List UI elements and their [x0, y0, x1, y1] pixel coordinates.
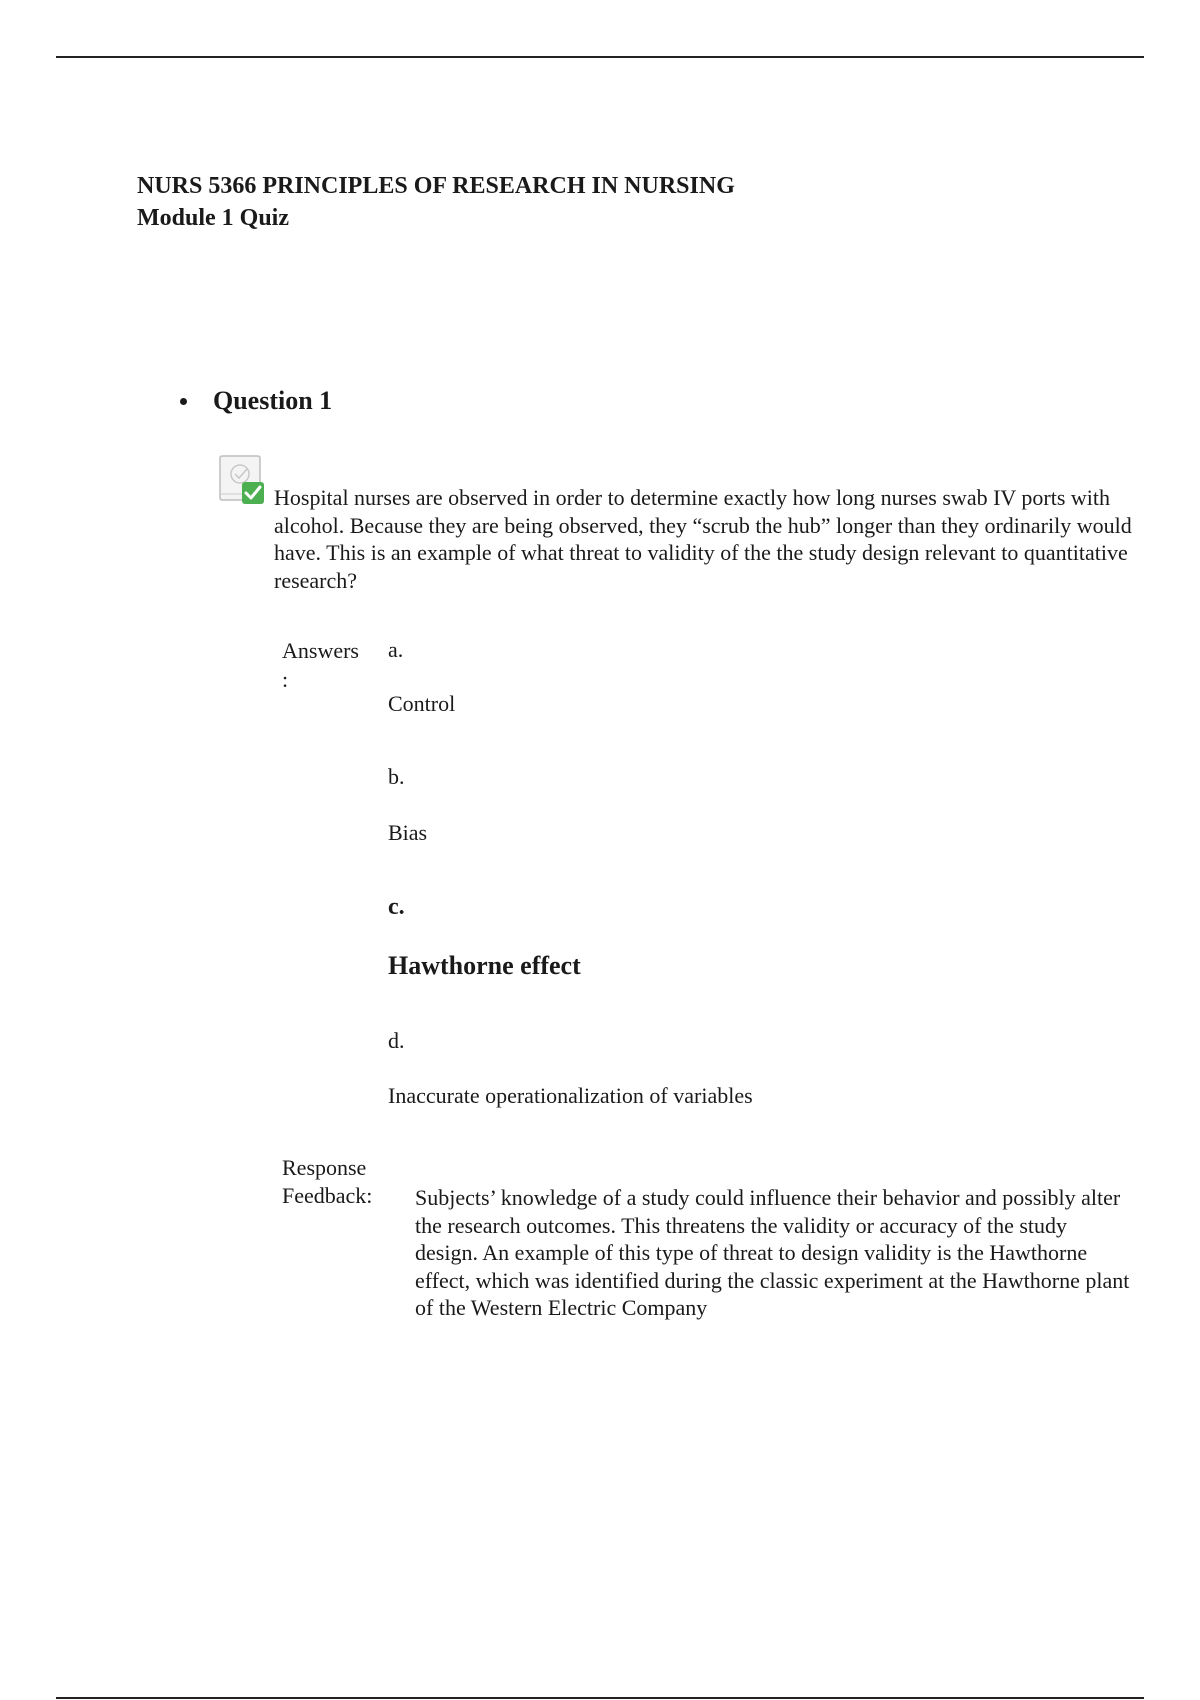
response-feedback-text: Subjects’ knowledge of a study could influence their behavior and possibly alter the research outcomes. This threatens the validity or accuracy of the study design. An example of this type of threat to design validity is the Hawthorne effect, which was identified during the classic experiment at the Hawthorne plant of the Western Electric Company [415, 1185, 1130, 1320]
response-feedback-label: Response Feedback: [282, 1155, 373, 1208]
course-title: NURS 5366 PRINCIPLES OF RESEARCH IN NURSING [137, 173, 735, 199]
question-label: Question 1 [213, 386, 333, 415]
option-a-letter: a. [388, 637, 404, 662]
question-prompt: Hospital nurses are observed in order to determine exactly how long nurses swab IV ports with alcohol. Because they are being observed, they “scrub the hub” longer than they ordinarily would have. This is an example of what threat to validity of the the study design relevant to quantitative research? [274, 485, 1132, 593]
correct-check-icon [218, 454, 270, 506]
option-d-text: Inaccurate operationalization of variables [388, 1083, 753, 1108]
option-a-text: Control [388, 691, 456, 716]
quiz-title: Module 1 Quiz [137, 205, 290, 231]
bottom-divider [56, 1697, 1144, 1699]
top-divider [56, 56, 1144, 58]
bullet-icon [180, 398, 187, 405]
question-heading [180, 386, 332, 416]
option-c-text: Hawthorne effect [388, 951, 581, 980]
answers-label: Answers : [282, 638, 359, 692]
option-b-text: Bias [388, 820, 428, 845]
option-b-letter: b. [388, 764, 405, 789]
option-c-letter: c. [388, 894, 405, 920]
option-d-letter: d. [388, 1028, 405, 1053]
document-header [137, 170, 735, 234]
